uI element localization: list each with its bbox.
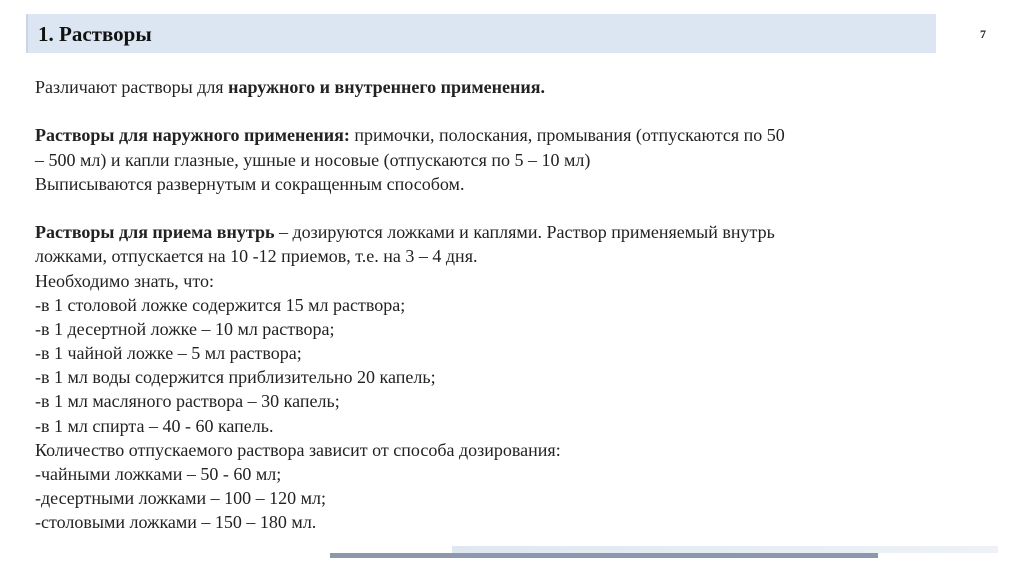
external-line-3: Выписываются развернутым и сокращенным способом. bbox=[35, 173, 465, 194]
external-line-2: – 500 мл) и капли глазные, ушные и носовые (отпускаются по 5 – 10 мл) bbox=[35, 149, 591, 170]
quantity-item: -столовыми ложками – 150 – 180 мл. bbox=[35, 512, 317, 533]
internal-line-1-text: – дозируются ложками и каплями. Раствор применяемый внутрь bbox=[274, 222, 775, 243]
know-line: Необходимо знать, что: bbox=[35, 270, 214, 291]
fact-item: -в 1 мл воды содержится приблизительно 20 капель; bbox=[35, 367, 436, 388]
external-heading: Растворы для наружного применения: bbox=[35, 125, 350, 146]
slide-title: 1. Растворы bbox=[38, 22, 152, 46]
intro-line bbox=[35, 75, 985, 99]
fact-item: -в 1 чайной ложке – 5 мл раствора; bbox=[35, 343, 302, 364]
fact-item: -в 1 столовой ложке содержится 15 мл раствора; bbox=[35, 294, 406, 315]
footer-bar-dark bbox=[330, 553, 878, 558]
spacer bbox=[35, 196, 985, 220]
spacer bbox=[35, 99, 985, 123]
internal-line-2: ложками, отпускается на 10 -12 приемов, т.е. на 3 – 4 дня. bbox=[35, 246, 478, 267]
external-line-1-text: примочки, полоскания, промывания (отпускаются по 50 bbox=[349, 125, 785, 146]
fact-item: -в 1 мл масляного раствора – 30 капель; bbox=[35, 391, 340, 412]
external-line-1 bbox=[35, 123, 985, 147]
intro-text: Различают растворы для bbox=[35, 77, 229, 97]
quantity-intro: Количество отпускаемого раствора зависит от способа дозирования: bbox=[35, 439, 561, 460]
page-number: 7 bbox=[980, 27, 986, 41]
intro-bold: наружного и внутреннего применения. bbox=[228, 77, 545, 97]
slide-body bbox=[35, 75, 985, 535]
quantity-item: -десертными ложками – 100 – 120 мл; bbox=[35, 488, 326, 509]
quantity-item: -чайными ложками – 50 - 60 мл; bbox=[35, 464, 282, 484]
fact-item: -в 1 мл спирта – 40 - 60 капель. bbox=[35, 415, 274, 436]
footer-bar-light bbox=[452, 546, 998, 553]
fact-item: -в 1 десертной ложке – 10 мл раствора; bbox=[35, 318, 335, 339]
internal-line-1 bbox=[35, 220, 985, 244]
internal-heading: Растворы для приема внутрь bbox=[35, 222, 275, 243]
slide-title-bar bbox=[26, 14, 936, 53]
